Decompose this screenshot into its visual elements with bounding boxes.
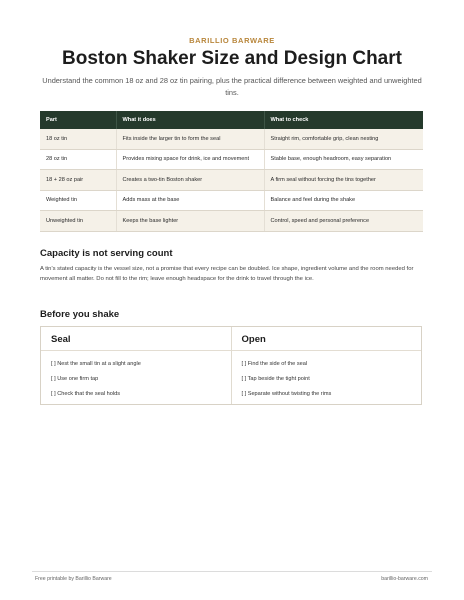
footer-credit: Free printable by Barillio Barware — [35, 576, 112, 582]
cell-what-to-check: Balance and feel during the shake — [264, 190, 423, 211]
footer-website: barillio-barware.com — [381, 576, 428, 582]
checklist-item: [ ] Use one firm tap — [51, 376, 99, 382]
cell-part: 18 + 28 oz pair — [40, 170, 116, 191]
table-header-row — [40, 111, 423, 129]
cell-what-to-check: Stable base, enough headroom, easy separation — [264, 149, 423, 170]
checklist-item: [ ] Check that the seal holds — [51, 391, 121, 397]
column-header-what-it-does: What it does — [116, 111, 264, 129]
column-title-open: Open — [241, 334, 266, 345]
cell-part: Weighted tin — [40, 190, 116, 211]
before-shake-heading: Before you shake — [40, 309, 120, 320]
footer-divider — [32, 571, 432, 572]
checklist-item: [ ] Tap beside the tight point — [241, 376, 310, 382]
checklist-item: [ ] Separate without twisting the rims — [241, 391, 332, 397]
size-design-table — [40, 111, 423, 232]
before-shake-checklist — [40, 326, 422, 405]
column-divider — [41, 350, 231, 351]
table-row — [40, 190, 423, 211]
cell-part: 28 oz tin — [40, 149, 116, 170]
capacity-paragraph: A tin's stated capacity is the vessel size, not a promise that every recipe can be doubled. Ice shape, ingredient volume and the room needed for movement all matter. Do not fill to the rim; leave enough headspace for the drink to travel through the ice. — [40, 266, 414, 282]
cell-what-it-does: Keeps the base lighter — [116, 211, 264, 232]
cell-what-to-check: Control, speed and personal preference — [264, 211, 423, 232]
cell-what-to-check: Straight rim, comfortable grip, clean nesting — [264, 129, 423, 149]
cell-what-it-does: Creates a two-tin Boston shaker — [116, 170, 264, 191]
checklist-item: [ ] Find the side of the seal — [241, 361, 308, 367]
checklist-item: [ ] Nest the small tin at a slight angle — [51, 361, 141, 367]
checklist-column-seal — [41, 327, 231, 404]
page-subtitle: Understand the common 18 oz and 28 oz tin pairing, plus the practical difference between weighted and unweighted tins. — [42, 76, 422, 97]
cell-what-it-does: Adds mass at the base — [116, 190, 264, 211]
table-row — [40, 211, 423, 232]
cell-part: Unweighted tin — [40, 211, 116, 232]
capacity-heading: Capacity is not serving count — [40, 248, 173, 259]
checklist-column-open — [231, 327, 422, 404]
page-title: Boston Shaker Size and Design Chart — [62, 48, 402, 69]
column-title-seal: Seal — [51, 334, 71, 345]
cell-part: 18 oz tin — [40, 129, 116, 149]
cell-what-it-does: Fits inside the larger tin to form the seal — [116, 129, 264, 149]
table-row — [40, 170, 423, 191]
brand-name: BARILLIO BARWARE — [189, 36, 275, 45]
table-row — [40, 149, 423, 170]
column-header-what-to-check: What to check — [264, 111, 423, 129]
column-header-part: Part — [40, 111, 116, 129]
column-divider — [232, 350, 422, 351]
cell-what-it-does: Provides mixing space for drink, ice and movement — [116, 149, 264, 170]
cell-what-to-check: A firm seal without forcing the tins together — [264, 170, 423, 191]
table-row — [40, 129, 423, 149]
